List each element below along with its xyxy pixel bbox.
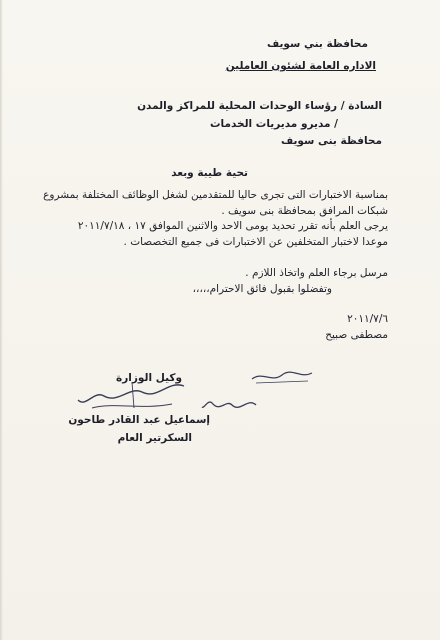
department-heading: الاداره العامة لشئون العاملين: [225, 60, 376, 72]
addressee-line-2: / مديرو مديريات الخدمات: [209, 118, 338, 130]
body-line-2: شبكات المرافق بمحافظة بنى سويف .: [221, 205, 388, 217]
scan-edge: [0, 0, 3, 640]
closing-line-2: وتفضلوا بقبول فائق الاحترام،،،،،: [192, 283, 332, 295]
signatory-signature: [72, 378, 192, 414]
body-line-4: موعدا لاختبار المتخلفين عن الاختبارات فى جميع التخصصات .: [123, 236, 388, 248]
closing-line-1: مرسل برجاء العلم واتخاذ اللازم .: [245, 267, 388, 279]
date: ٢٠١١/٧/٦: [347, 313, 388, 325]
preparer: مصطفى صبيح: [325, 329, 388, 341]
body-line-3: يرجى العلم بأنه تقرر تحديد يومى الاحد والاثنين الموافق ١٧ ، ٢٠١١/٧/١٨: [77, 220, 388, 232]
signatory-position: السكرتير العام: [117, 432, 192, 444]
greeting: تحية طيبة وبعد: [171, 167, 248, 179]
governorate-heading: محافظة بني سويف: [266, 38, 368, 50]
initials-scribble: [248, 365, 318, 387]
body-line-1: بمناسبة الاختبارات التى تجرى حاليا للمتقدمين لشغل الوظائف المختلفة بمشروع: [43, 189, 388, 201]
addressee-line-1: السادة / رؤساء الوحدات المحلية للمراكز والمدن: [137, 100, 382, 112]
addressee-line-3: محافظة بنى سويف: [280, 135, 382, 147]
signatory-name: إسماعيل عبد القادر طاحون: [68, 414, 210, 426]
signatory-title: وكيل الوزارة: [116, 372, 182, 384]
